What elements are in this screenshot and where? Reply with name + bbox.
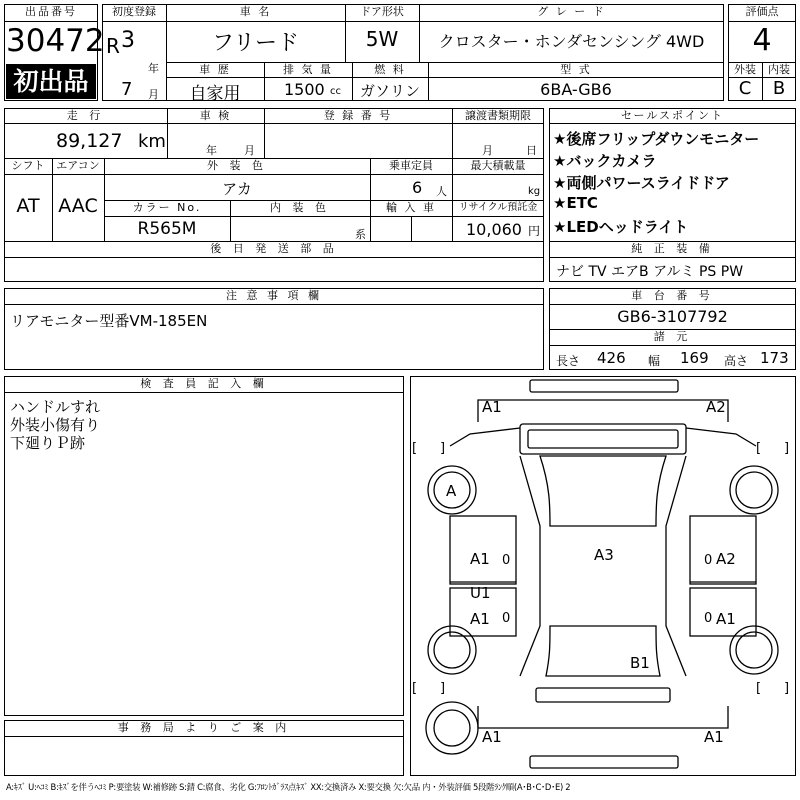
aircon: AAC xyxy=(58,195,98,217)
fuel-header: 燃 料 xyxy=(374,63,406,76)
capacity-unit: 人 xyxy=(436,185,447,198)
damage-mark-rear-right-door: A1 xyxy=(716,610,736,628)
interior-header: 内装 xyxy=(768,63,790,76)
width: 169 xyxy=(680,349,709,367)
first-reg-month-unit: 月 xyxy=(148,88,159,101)
max-load-header: 最大積載量 xyxy=(470,159,526,172)
damage-mark-rear-bumper-right: A1 xyxy=(704,728,724,746)
history-header: 車 歴 xyxy=(199,63,231,76)
height-label: 高さ xyxy=(724,354,749,368)
damage-mark-front-right-door: A2 xyxy=(716,550,736,568)
aircon-header: エアコン xyxy=(56,159,100,172)
inspection-year-unit: 年 xyxy=(206,144,217,157)
sales-point-item: ★LEDヘッドライト xyxy=(553,218,689,236)
office-header: 事 務 局 よ り ご 案 内 xyxy=(117,721,291,734)
width-label: 幅 xyxy=(648,354,661,368)
int-color-unit: 系 xyxy=(355,228,366,241)
max-load-unit: kg xyxy=(528,186,541,197)
color-no-header: カラー No. xyxy=(132,201,202,214)
sales-point-item: ★ETC xyxy=(553,194,598,212)
mileage-unit: km xyxy=(138,131,166,152)
svg-text:[: [ xyxy=(412,681,418,696)
svg-text:]: ] xyxy=(440,681,446,696)
car-damage-diagram xyxy=(410,376,796,776)
inspector-line: ハンドルすれ xyxy=(10,398,101,416)
svg-text:]: ] xyxy=(784,681,790,696)
first-reg-header: 初度登録 xyxy=(112,5,156,18)
ext-color-header: 外 装 色 xyxy=(207,159,267,172)
model-code: 6BA-GB6 xyxy=(540,80,612,99)
svg-text:0: 0 xyxy=(502,553,511,568)
equipment-header: 純 正 装 備 xyxy=(631,242,714,255)
exterior-header: 外装 xyxy=(734,63,756,76)
recycle-header: リサイクル預託金 xyxy=(458,202,538,213)
damage-mark-front-left: A1 xyxy=(482,398,502,416)
score-header: 評価点 xyxy=(745,5,779,18)
grade-header: グ レ ー ド xyxy=(537,5,606,18)
model-code-header: 型 式 xyxy=(560,63,592,76)
damage-mark-left-sill: U1 xyxy=(470,584,491,602)
damage-mark-roof: A3 xyxy=(594,546,614,564)
inspection-header: 車 検 xyxy=(199,109,232,122)
door-type: 5W xyxy=(365,27,399,51)
svg-text:0: 0 xyxy=(704,611,713,626)
length: 426 xyxy=(597,349,626,367)
fuel: ガソリン xyxy=(359,82,420,100)
svg-text:]: ] xyxy=(784,441,790,456)
grade: クロスター・ホンダセンシング 4WD xyxy=(438,32,705,51)
first-reg-year: 3 xyxy=(121,28,135,53)
displacement-unit: cc xyxy=(330,86,341,97)
svg-text:]: ] xyxy=(440,441,446,456)
capacity-header: 乗車定員 xyxy=(389,159,433,172)
height: 173 xyxy=(760,349,789,367)
lot-number: 30472 xyxy=(6,23,105,59)
damage-mark-front-left-door: A1 xyxy=(470,550,490,568)
inspector-line: 下廻りＰ跡 xyxy=(10,434,86,452)
import-header: 輸 入 車 xyxy=(386,201,436,214)
car-name: フリード xyxy=(211,31,300,56)
damage-mark-rear-left-door: A1 xyxy=(470,610,490,628)
capacity: 6 xyxy=(412,178,423,197)
notes-header: 注 意 事 項 欄 xyxy=(226,289,322,302)
sales-point-item: ★両側パワースライドドア xyxy=(553,174,730,192)
shift: AT xyxy=(16,195,40,217)
recycle-fee: 10,060 xyxy=(466,220,522,239)
inspector-line: 外装小傷有り xyxy=(10,416,101,434)
svg-text:0: 0 xyxy=(502,611,511,626)
car-name-header: 車 名 xyxy=(239,5,272,18)
shift-header: シフト xyxy=(11,159,45,172)
overall-score: 4 xyxy=(752,23,772,58)
first-reg-month: 7 xyxy=(121,79,133,100)
interior-score: B xyxy=(772,78,786,99)
svg-text:0: 0 xyxy=(704,553,713,568)
chassis-number: GB6-3107792 xyxy=(617,307,728,326)
first-reg-year-unit: 年 xyxy=(148,62,159,75)
ext-color: アカ xyxy=(222,180,252,198)
damage-mark-rear-hatch: B1 xyxy=(630,654,650,672)
lot-number-header: 出品番号 xyxy=(25,5,77,18)
length-label: 長さ xyxy=(556,354,581,368)
first-listing-badge: 初出品 xyxy=(6,64,96,99)
recycle-unit: 円 xyxy=(528,224,541,238)
inspector-header: 検 査 員 記 入 欄 xyxy=(140,377,268,390)
sales-point-item: ★バックカメラ xyxy=(553,152,657,170)
later-parts-header: 後 日 発 送 部 品 xyxy=(210,242,338,255)
notes: リアモニター型番VM-185EN xyxy=(10,312,208,330)
mileage: 89,127 xyxy=(56,130,123,152)
damage-mark-front-right: A2 xyxy=(706,398,726,416)
sales-point-item: ★後席フリップダウンモニター xyxy=(553,130,760,148)
chassis-header: 車 台 番 号 xyxy=(631,289,714,302)
inspection-month-unit: 月 xyxy=(244,144,255,157)
svg-text:[: [ xyxy=(756,681,762,696)
transfer-month-unit: 月 xyxy=(482,144,493,157)
damage-mark-rear-bumper-left: A1 xyxy=(482,728,502,746)
damage-legend: A:ｷｽﾞ U:ﾍｺﾐ B:ｷｽﾞを伴うﾍｺﾐ P:要塗装 W:補修跡 S:錆 C:腐食、劣化 G:ﾌﾛﾝﾄｶﾞﾗｽ点ｷｽﾞ XX:交換済み X:要交換 欠:欠品 内・外装評価 5段階ﾗﾝｸ順(A･B･C･D･E) 2 xyxy=(6,782,571,792)
history: 自家用 xyxy=(189,84,241,104)
door-header: ドア形状 xyxy=(360,5,404,18)
color-no: R565M xyxy=(137,219,197,239)
transfer-day-unit: 日 xyxy=(526,144,537,157)
int-color-header: 内 装 色 xyxy=(270,201,330,214)
mileage-header: 走 行 xyxy=(66,109,105,122)
exterior-score: C xyxy=(738,78,752,99)
reg-number-header: 登 録 番 号 xyxy=(323,109,393,122)
svg-text:[: [ xyxy=(412,441,418,456)
svg-text:[: [ xyxy=(756,441,762,456)
displacement-header: 排 気 量 xyxy=(283,63,333,76)
displacement: 1500 xyxy=(284,80,325,99)
sales-points-header: セールスポイント xyxy=(620,109,724,122)
first-reg-era: R xyxy=(106,34,120,58)
equipment: ナビ TV エアB アルミ PS PW xyxy=(556,264,744,280)
transfer-header: 譲渡書類期限 xyxy=(465,109,531,122)
dimensions-header: 諸 元 xyxy=(653,330,692,343)
damage-mark-front-left-wheel: A xyxy=(446,482,457,500)
